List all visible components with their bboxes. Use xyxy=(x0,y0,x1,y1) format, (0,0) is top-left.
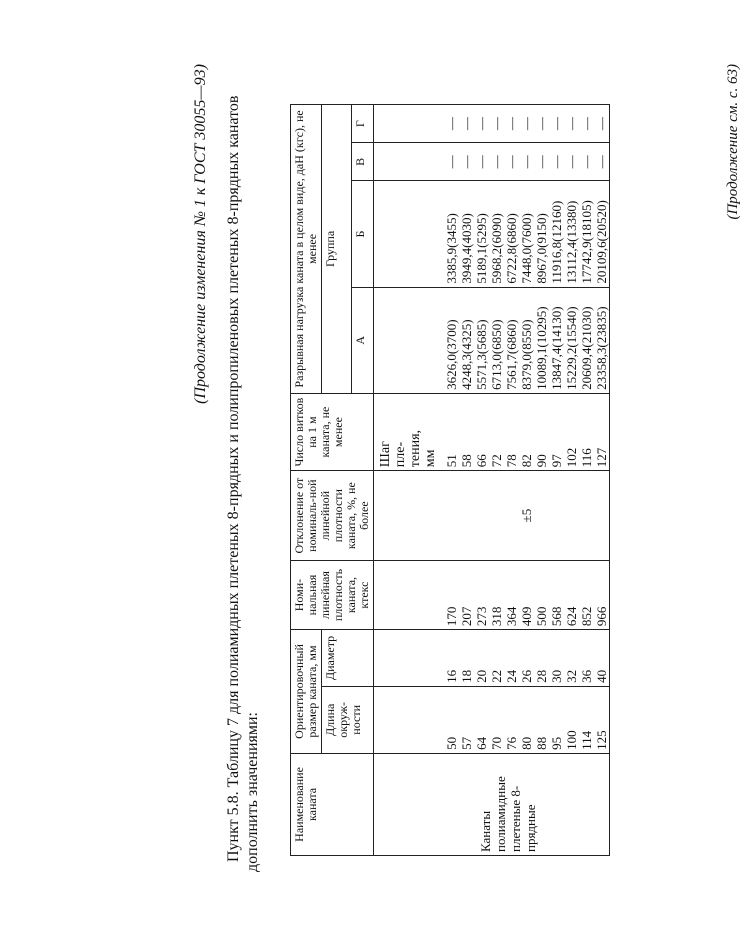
col-group-v: В xyxy=(352,143,374,181)
cell-density: 500 xyxy=(534,606,549,627)
cell-load-a: 23358,3(23835) xyxy=(594,306,609,390)
cell-diameter: 28 xyxy=(534,669,549,683)
cell-turns: 82 xyxy=(519,454,534,468)
cell-length: 88 xyxy=(534,736,549,750)
col-name-header: Наименование каната xyxy=(291,753,374,855)
cell-density: 207 xyxy=(459,606,474,627)
cell-length: 100 xyxy=(564,730,579,750)
diameter-column xyxy=(374,630,610,687)
cell-load-v: — xyxy=(444,155,459,169)
cell-load-v: — xyxy=(489,155,504,169)
deviation-value xyxy=(374,471,610,561)
cell-load-b: 5968,2(6090) xyxy=(489,213,504,284)
cell-load-v: — xyxy=(474,155,489,169)
cell-diameter: 36 xyxy=(579,669,594,683)
cell-turns: 72 xyxy=(489,454,504,468)
cell-load-a: 13847,4(14130) xyxy=(549,306,564,390)
cell-turns: 127 xyxy=(594,447,609,468)
deviation-text: ±5 xyxy=(519,508,534,523)
rotated-content xyxy=(188,50,748,886)
col-group-header: Группа xyxy=(322,105,352,394)
cell-load-g: — xyxy=(519,117,534,131)
cell-load-a: 7561,7(6860) xyxy=(504,319,519,390)
col-size-header: Ориентировочный размер каната, мм xyxy=(291,630,322,754)
turns-column xyxy=(374,393,610,470)
cell-turns: 66 xyxy=(474,454,489,468)
col-density-header: Номи-нальная линейная плотность каната, ктекс xyxy=(291,560,374,629)
cell-density: 170 xyxy=(444,606,459,627)
cell-diameter: 40 xyxy=(594,669,609,683)
cell-load-a: 15229,2(15540) xyxy=(564,306,579,390)
cell-density: 409 xyxy=(519,606,534,627)
cell-load-a: 6713,0(6850) xyxy=(489,319,504,390)
col-deviation-header: Отклонение от номиналь-ной линейной плотности каната, %, не более xyxy=(291,471,374,561)
cell-load-v: — xyxy=(534,155,549,169)
cell-density: 364 xyxy=(504,606,519,627)
cell-density: 966 xyxy=(594,606,609,627)
cell-load-b: 13112,4(13380) xyxy=(564,200,579,284)
cell-turns: 90 xyxy=(534,454,549,468)
cell-diameter: 26 xyxy=(519,669,534,683)
cell-load-g: — xyxy=(504,117,519,131)
cell-diameter: 16 xyxy=(444,669,459,683)
cell-load-b: 20109,6(20520) xyxy=(594,200,609,284)
cell-load-g: — xyxy=(534,117,549,131)
cell-density: 624 xyxy=(564,606,579,627)
cell-load-a: 3626,0(3700) xyxy=(444,319,459,390)
cell-load-v: — xyxy=(459,155,474,169)
cell-diameter: 22 xyxy=(489,669,504,683)
cell-diameter: 32 xyxy=(564,669,579,683)
cell-length: 125 xyxy=(594,730,609,750)
cell-diameter: 20 xyxy=(474,669,489,683)
cell-load-g: — xyxy=(444,117,459,131)
cell-length: 64 xyxy=(474,736,489,750)
cell-load-a: 5571,3(5685) xyxy=(474,319,489,390)
cell-load-g: — xyxy=(459,117,474,131)
cell-density: 318 xyxy=(489,606,504,627)
cell-load-b: 5189,1(5295) xyxy=(474,213,489,284)
rope-name: Канаты полиамидные плетеные 8-прядные xyxy=(374,753,610,855)
cell-length: 76 xyxy=(504,736,519,750)
cell-length: 95 xyxy=(549,736,564,750)
header-note: (Продолжение изменения № 1 к ГОСТ 30055—93) xyxy=(192,64,209,404)
cell-diameter: 24 xyxy=(504,669,519,683)
col-group-b: Б xyxy=(352,181,374,287)
cell-load-v: — xyxy=(579,155,594,169)
cell-load-b: 3949,4(4030) xyxy=(459,213,474,284)
cell-load-g: — xyxy=(474,117,489,131)
cell-load-v: — xyxy=(594,155,609,169)
cell-load-b: 8967,0(9150) xyxy=(534,213,549,284)
col-load-header: Разрывная нагрузка каната в целом виде, даН (кгс), не менее xyxy=(291,105,322,394)
cell-turns: 102 xyxy=(564,447,579,468)
load-b-column xyxy=(374,181,610,287)
cell-length: 80 xyxy=(519,736,534,750)
cell-load-v: — xyxy=(564,155,579,169)
density-column xyxy=(374,560,610,629)
cell-load-b: 3385,9(3455) xyxy=(444,213,459,284)
cell-load-g: — xyxy=(594,117,609,131)
cell-load-a: 8379,0(8550) xyxy=(519,319,534,390)
col-diameter-header: Диаметр xyxy=(322,630,374,687)
cell-turns: 97 xyxy=(549,454,564,468)
cell-load-g: — xyxy=(489,117,504,131)
cell-load-a: 20609,4(21030) xyxy=(579,306,594,390)
load-g-column xyxy=(374,105,610,143)
cell-length: 57 xyxy=(459,736,474,750)
cell-load-b: 6722,8(6860) xyxy=(504,213,519,284)
cell-load-v: — xyxy=(504,155,519,169)
cell-diameter: 30 xyxy=(549,669,564,683)
cell-density: 568 xyxy=(549,606,564,627)
cell-turns: 78 xyxy=(504,454,519,468)
cell-load-g: — xyxy=(549,117,564,131)
footer-note: (Продолжение см. с. 63) xyxy=(725,64,741,220)
pitch-label: Шаг пле-тения, мм xyxy=(378,429,438,468)
cell-load-v: — xyxy=(519,155,534,169)
col-turns-header: Число витков на 1 м каната, не менее xyxy=(291,393,374,470)
cell-turns: 58 xyxy=(459,454,474,468)
cell-density: 273 xyxy=(474,606,489,627)
cell-load-b: 7448,0(7600) xyxy=(519,213,534,284)
cell-load-a: 4248,3(4325) xyxy=(459,319,474,390)
intro-text: Пункт 5.8. Таблицу 7 для полиамидных плетеных 8-прядных и полипропиленовых плетеных 8-прядных канатов дополнить значениями: xyxy=(225,95,261,872)
col-group-a: А xyxy=(352,287,374,393)
cell-load-v: — xyxy=(549,155,564,169)
length-column xyxy=(374,686,610,753)
cell-turns: 116 xyxy=(579,448,594,468)
cell-length: 70 xyxy=(489,736,504,750)
load-v-column xyxy=(374,143,610,181)
load-a-column xyxy=(374,287,610,393)
cell-load-b: 17742,9(18105) xyxy=(579,200,594,284)
cell-load-b: 11916,8(12160) xyxy=(549,200,564,284)
cell-turns: 51 xyxy=(444,454,459,468)
cell-length: 114 xyxy=(579,730,594,750)
cell-load-a: 10089,1(10295) xyxy=(534,306,549,390)
col-group-g: Г xyxy=(352,105,374,143)
cell-load-g: — xyxy=(579,117,594,131)
cell-load-g: — xyxy=(564,117,579,131)
cell-density: 852 xyxy=(579,606,594,627)
cell-diameter: 18 xyxy=(459,669,474,683)
col-length-header: Длина окруж-ности xyxy=(322,686,374,753)
cell-length: 50 xyxy=(444,736,459,750)
rope-table xyxy=(290,104,610,856)
